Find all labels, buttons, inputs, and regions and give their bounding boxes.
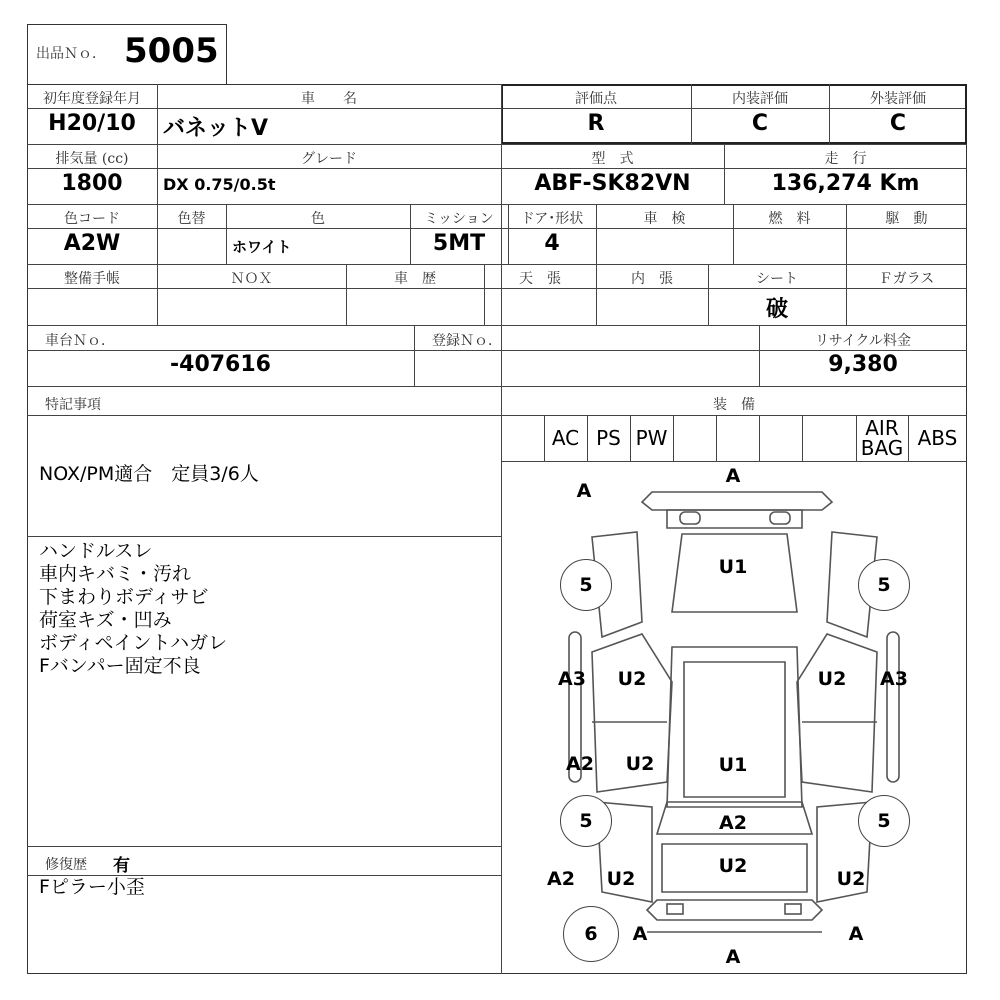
interior-label: 内装評価 (732, 91, 788, 107)
memo-line: Fバンパー固定不良 (39, 655, 201, 677)
fglass-label: Ｆガラス (878, 271, 935, 287)
displacement-label: 排気量 (cc) (55, 151, 129, 167)
seat-label: シート (756, 271, 798, 287)
mark-left-slide-door: U2 (625, 753, 655, 775)
equipment-label: 装 備 (713, 397, 755, 413)
equip-ps: PS (596, 426, 621, 450)
interior-value: C (751, 111, 769, 136)
tire-fl-circle: 5 (560, 559, 612, 611)
registration-label: 登録Ｎｏ． (432, 333, 502, 349)
first-reg-label: 初年度登録年月 (43, 91, 141, 107)
mark-rear-bumper: A (725, 946, 741, 968)
interior-trim-label: 内 張 (631, 271, 673, 287)
memo-line: ハンドルスレ (39, 540, 153, 562)
mark-left-rear-panel: U2 (606, 868, 636, 890)
grade-value: DX 0.75/0.5t (163, 175, 276, 194)
roof-label: 天 張 (519, 271, 561, 287)
notes-line1: NOX/PM適合 定員3/6人 (39, 463, 259, 485)
memo-line: ボディペイントハガレ (39, 632, 228, 654)
mark-roof: U1 (718, 754, 748, 776)
mark-left-front-door: U2 (617, 668, 647, 690)
mark-front-bumper: A (725, 465, 741, 487)
door-label: ドア･形状 (520, 211, 584, 227)
inspection-label: 車 検 (643, 211, 686, 227)
repair-label: 修復歴 (45, 857, 87, 873)
recycle-value: 9,380 (828, 352, 898, 377)
exterior-label: 外装評価 (870, 91, 926, 107)
tire-spare-circle: 6 (563, 906, 619, 962)
model-value: ABF-SK82VN (534, 171, 691, 196)
drive-label: 駆 動 (885, 211, 928, 227)
exterior-value: C (889, 111, 907, 136)
mark-hood: U1 (718, 556, 748, 578)
memo-line: 荷室キズ・凹み (39, 609, 172, 631)
notes-memo (39, 540, 227, 678)
seat-value: 破 (765, 297, 788, 322)
color-change-label: 色替 (177, 211, 206, 227)
fuel-label: 燃 料 (768, 211, 811, 227)
mark-rear-right-corner: A (848, 923, 864, 945)
mileage-label: 走 行 (824, 151, 867, 167)
equip-pw: PW (635, 426, 668, 450)
lot-box (27, 24, 227, 85)
recycle-label: リサイクル料金 (814, 333, 912, 349)
notes-label: 特記事項 (45, 397, 101, 413)
tire-rr-circle: 5 (858, 795, 910, 847)
history-label: 車 歴 (394, 271, 436, 287)
repair-value: 有 (113, 856, 130, 876)
equip-ac: AC (551, 426, 580, 450)
car-diagram (502, 462, 966, 973)
mark-left-fender: A3 (558, 668, 586, 690)
memo-line: 車内キバミ・汚れ (39, 563, 192, 585)
mark-rear-gate-upper: A2 (719, 812, 747, 834)
lot-label: 出品Ｎｏ． (36, 46, 106, 62)
nox-label: ＮＯＸ (230, 271, 273, 287)
color-value: ホワイト (232, 238, 292, 256)
chassis-value: -407616 (170, 352, 271, 377)
model-label: 型 式 (591, 151, 634, 167)
mark-front-left-corner: A (576, 480, 592, 502)
grade-label: グレード (301, 151, 357, 167)
mark-right-front-door: U2 (817, 668, 847, 690)
mark-rear-left-corner: A (632, 923, 648, 945)
mark-left-quarter: A2 (547, 868, 575, 890)
tire-fr-circle: 5 (858, 559, 910, 611)
first-reg-value: H20/10 (48, 111, 136, 136)
displacement-value: 1800 (61, 171, 123, 196)
mileage-value: 136,274 Km (771, 171, 920, 196)
lot-number: 5005 (124, 31, 219, 71)
mark-right-fender: A3 (880, 668, 908, 690)
equip-abs: ABS (917, 426, 958, 450)
chassis-label: 車台Ｎｏ． (45, 333, 115, 349)
mission-value: 5MT (432, 231, 486, 256)
mission-label: ミッション (424, 211, 494, 227)
score-value: R (587, 111, 605, 136)
mark-rear-gate-lower: U2 (718, 855, 748, 877)
door-value: 4 (544, 231, 560, 256)
repair-note: Fピラー小歪 (39, 876, 145, 898)
memo-line: 下まわりボディサビ (39, 586, 209, 608)
color-code-value: A2W (63, 231, 121, 256)
car-name-value: バネットV (163, 116, 269, 141)
tire-rl-circle: 5 (560, 795, 612, 847)
mark-left-sill: A2 (566, 753, 594, 775)
color-label: 色 (311, 211, 325, 227)
mark-right-rear-panel: U2 (836, 868, 866, 890)
maintenance-label: 整備手帳 (64, 271, 120, 287)
equip-airbag: AIR BAG (860, 416, 904, 460)
color-code-label: 色コード (64, 211, 120, 227)
score-label: 評価点 (575, 91, 617, 107)
car-name-label: 車 名 (301, 91, 357, 107)
